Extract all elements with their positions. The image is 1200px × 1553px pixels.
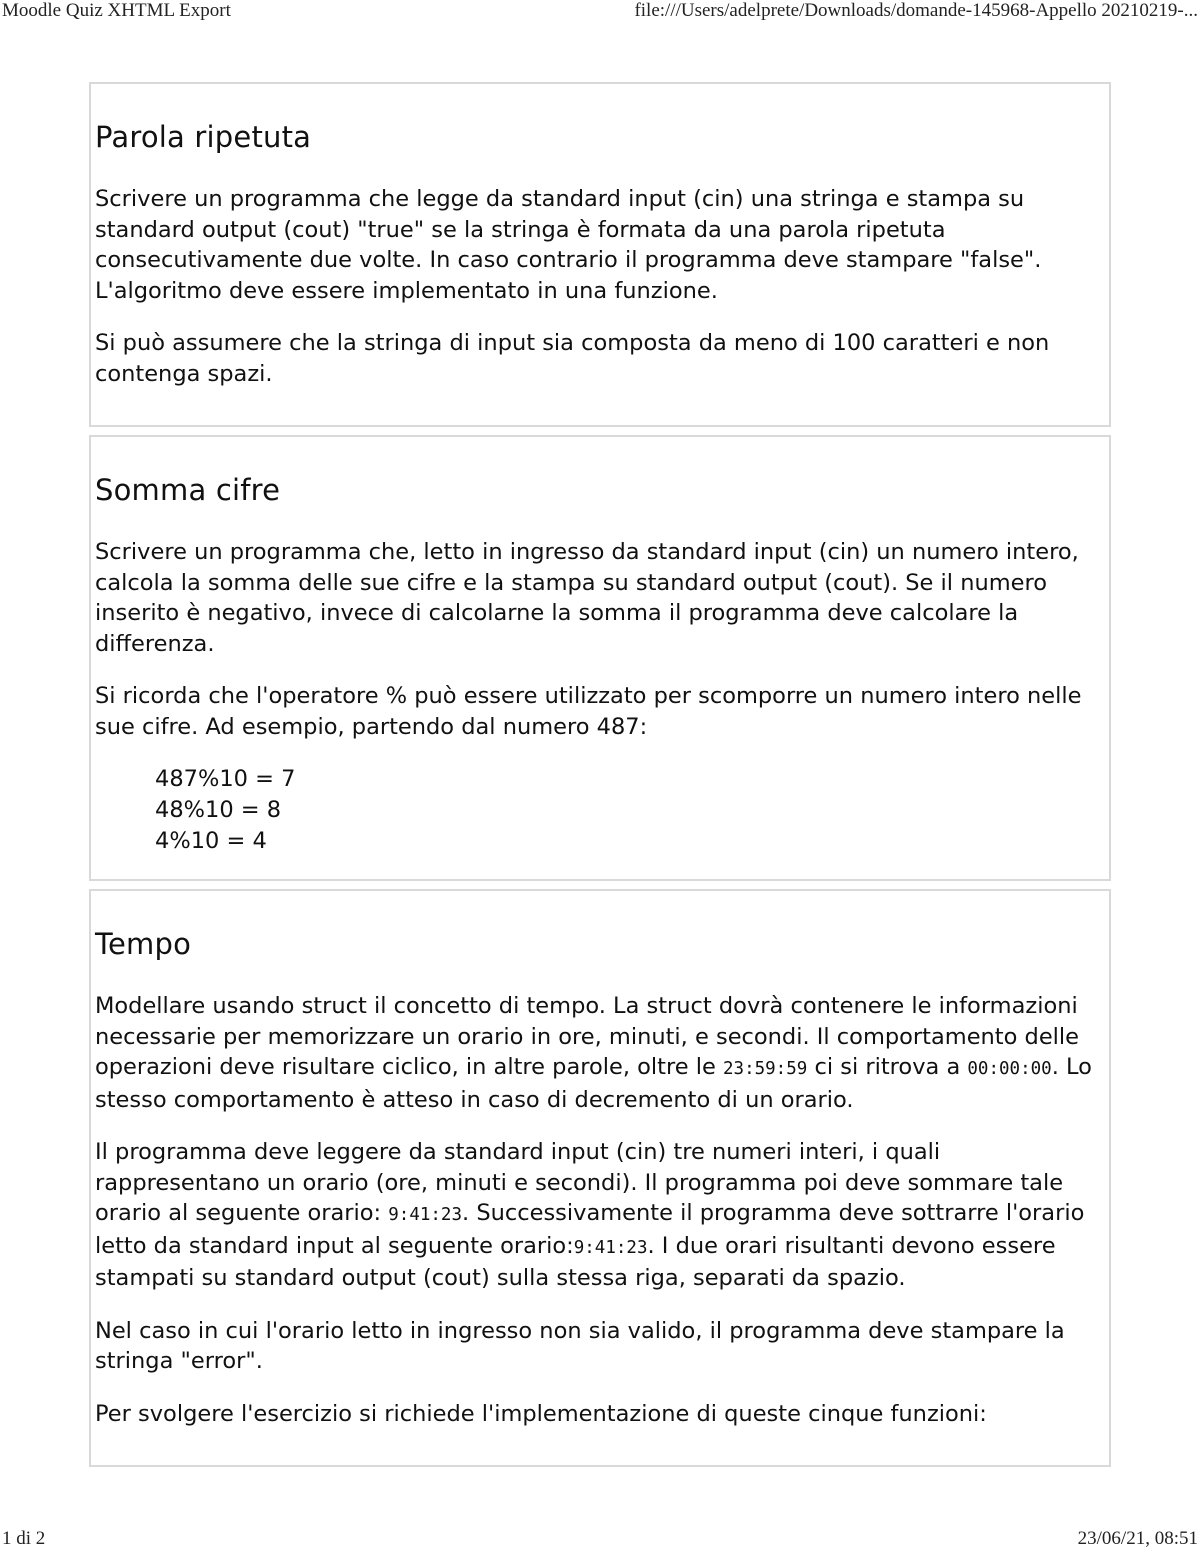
- inline-code: 9:41:23: [388, 1205, 463, 1225]
- print-footer: [0, 1528, 1200, 1550]
- inline-code: 23:59:59: [723, 1059, 808, 1079]
- example-line: 4%10 = 4: [155, 828, 267, 854]
- text-run: Modellare usando struct il concetto di tempo. La struct dovrà contenere le informazioni necessarie per memorizzare un orario in ore, minuti, e secondi. Il comportamento delle operazioni deve risultare ciclico, in altre parole, oltre le: [95, 993, 1080, 1080]
- text-run: Il programma deve leggere da standard input (cin) tre numeri interi, i quali rappresentano un orario (ore, minuti e secondi). Il programma poi deve sommare tale orario al seguente orario:: [95, 1139, 1064, 1226]
- question-text: [95, 991, 1105, 1115]
- document-title: Moodle Quiz XHTML Export: [2, 0, 231, 21]
- question-text: Per svolgere l'esercizio si richiede l'implementazione di queste cinque funzioni:: [95, 1400, 987, 1427]
- quiz-content: [89, 82, 1111, 1490]
- question-text: Si può assumere che la stringa di input sia composta da meno di 100 caratteri e non contenga spazi.: [95, 330, 1050, 387]
- question-title: Parola ripetuta: [95, 120, 312, 154]
- print-header: [0, 0, 1200, 22]
- question-parola-ripetuta: [89, 82, 1111, 427]
- question-text: Scrivere un programma che, letto in ingresso da standard input (cin) un numero intero, calcola la somma delle sue cifre e la stampa su standard output (cout). Se il numero inserito è negativo, invece di calcolarne la somma il programma deve calcolare la differenza.: [95, 539, 1079, 657]
- question-tempo: [89, 889, 1111, 1467]
- question-text: [95, 1137, 1105, 1294]
- text-run: . Lo stesso comportamento è atteso in caso di decremento di un orario.: [95, 1054, 1092, 1113]
- question-text: Si ricorda che l'operatore % può essere utilizzato per scomporre un numero intero nelle sue cifre. Ad esempio, partendo dal numero 487:: [95, 683, 1082, 740]
- page-number: 1 di 2: [2, 1528, 46, 1549]
- text-run: . Successivamente il programma deve sottrarre l'orario letto da standard input al seguente orario:: [95, 1200, 1085, 1259]
- question-title: Tempo: [95, 927, 192, 961]
- example-list: [155, 764, 1105, 857]
- example-line: 48%10 = 8: [155, 797, 282, 823]
- question-somma-cifre: [89, 435, 1111, 881]
- text-run: . I due orari risultanti devono essere stampati su standard output (cout) sulla stessa riga, separati da spazio.: [95, 1232, 1056, 1291]
- question-text: Scrivere un programma che legge da standard input (cin) una stringa e stampa su standard output (cout) "true" se la stringa è formata da una parola ripetuta consecutivamente due volte. In caso contrario il programma deve stampare "false". L'algoritmo deve essere implementato in una funzione.: [95, 186, 1042, 304]
- text-run: ci si ritrova a: [807, 1054, 968, 1080]
- inline-code: 9:41:23: [573, 1237, 648, 1258]
- print-datetime: 23/06/21, 08:51: [1077, 1528, 1198, 1549]
- inline-code: 00:00:00: [967, 1059, 1052, 1079]
- question-title: Somma cifre: [95, 473, 281, 507]
- question-text: Nel caso in cui l'orario letto in ingresso non sia valido, il programma deve stampare la stringa "error".: [95, 1317, 1065, 1374]
- example-line: 487%10 = 7: [155, 766, 296, 792]
- document-url: file:///Users/adelprete/Downloads/domande-145968-Appello 20210219-...: [634, 0, 1198, 21]
